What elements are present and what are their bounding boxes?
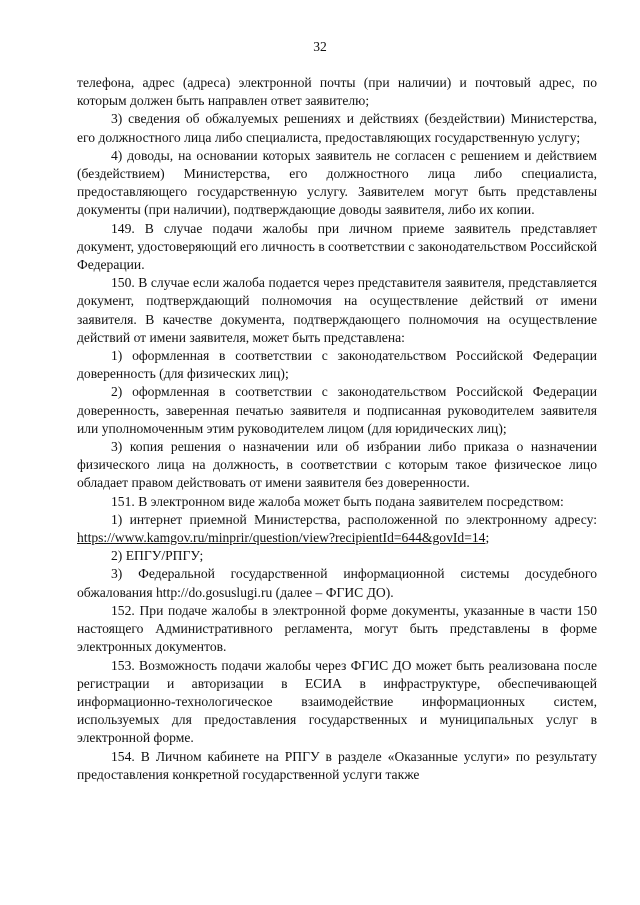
link-lead-text: 1) интернет приемной Министерства, расположенной по электронному адресу: bbox=[111, 511, 597, 527]
paragraph: 4) доводы, на основании которых заявитель не согласен с решением и действием (бездействием) Министерства, его должностного лица либо специалиста, предоставляющего государственную услугу. Заявителем могут быть представлены документы (при наличии), подтверждающие доводы заявителя, либо их копии. bbox=[77, 147, 597, 218]
paragraph: 153. Возможность подачи жалобы через ФГИС ДО может быть реализована после регистрации и авторизации в ЕСИА в инфраструктуре, обеспечивающей информационно-технологическое взаимодействие информационных систем, используемых для предоставления государственных и муниципальных услуг в электронной форме. bbox=[77, 657, 597, 746]
paragraph: 154. В Личном кабинете на РПГУ в разделе «Оказанные услуги» по результату предоставления конкретной государственной услуги также bbox=[77, 748, 597, 782]
paragraph: 3) Федеральной государственной информационной системы досудебного обжалования http://do.gosuslugi.ru (далее – ФГИС ДО). bbox=[77, 566, 597, 600]
page-number: 32 bbox=[313, 39, 327, 54]
paragraph: телефона, адрес (адреса) электронной почты (при наличии) и почтовый адрес, по которым должен быть направлен ответ заявителю; bbox=[77, 75, 597, 109]
paragraph: 1) оформленная в соответствии с законодательством Российской Федерации доверенность (для физических лиц); bbox=[77, 348, 597, 382]
paragraph: 152. При подаче жалобы в электронной форме документы, указанные в части 150 настоящего Административного регламента, могут быть представлены в форме электронных документов. bbox=[77, 602, 597, 655]
paragraph: 150. В случае если жалоба подается через представителя заявителя, представляется документ, подтверждающий полномочия на осуществление действий от имени заявителя. В качестве документа, подтверждающего полномочия на осуществление действий от имени заявителя, может быть представлена: bbox=[77, 275, 597, 345]
paragraph: 3) сведения об обжалуемых решениях и действиях (бездействии) Министерства, его должностного лица либо специалиста, предоставляющих государственную услугу; bbox=[77, 111, 597, 145]
paragraph: 2) оформленная в соответствии с законодательством Российской Федерации доверенность, заверенная печатью заявителя и подписанная руководителем заявителя или уполномоченным этим руководителем лицом (для юридических лиц); bbox=[77, 384, 597, 436]
paragraph: 149. В случае подачи жалобы при личном приеме заявитель представляет документ, удостоверяющий его личность в соответствии с законодательством Российской Федерации. bbox=[77, 220, 597, 273]
paragraph-with-link bbox=[77, 511, 597, 547]
paragraph: 3) копия решения о назначении или об избрании либо приказа о назначении физического лица на должность, в соответствии с которым такое физическое лицо обладает правом действовать от имени заявителя без доверенности. bbox=[77, 439, 597, 491]
document-body bbox=[77, 74, 597, 784]
link-trail-text: ; bbox=[485, 530, 490, 546]
paragraph: 151. В электронном виде жалоба может быть подана заявителем посредством: bbox=[111, 493, 564, 509]
paragraph: 2) ЕПГУ/РПГУ; bbox=[111, 548, 204, 564]
minprir-question-link[interactable]: https://www.kamgov.ru/minprir/question/view?recipientId=644&govId=14 bbox=[77, 530, 486, 546]
